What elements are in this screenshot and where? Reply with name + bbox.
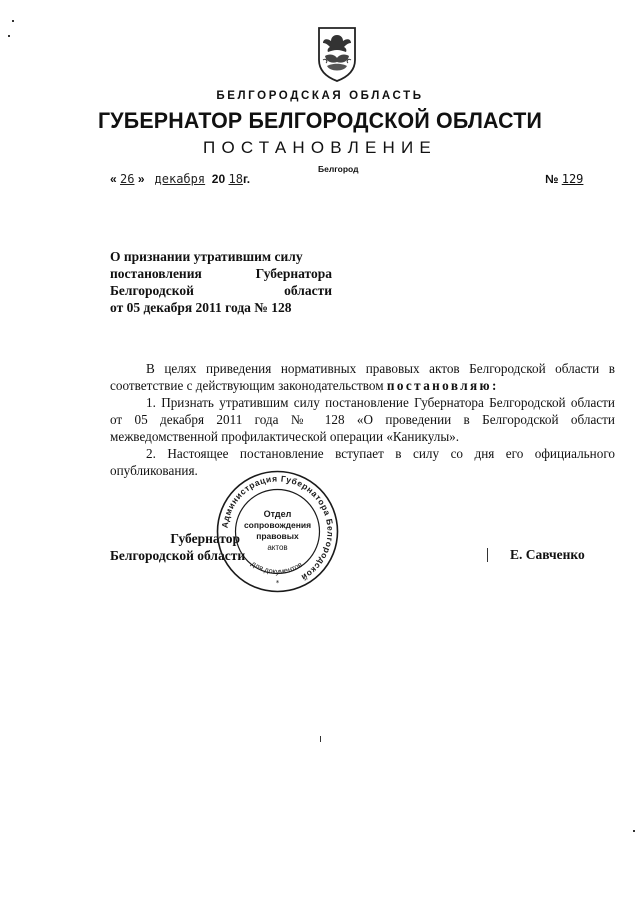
number-label: № [545, 172, 559, 186]
subject-line: Белгородской области [110, 283, 332, 298]
date-line [110, 172, 250, 186]
official-stamp [215, 469, 340, 594]
city-label: Белгород [318, 164, 359, 174]
stamp-star-icon: * [275, 579, 280, 587]
subject-line: постановления Губернатора [110, 266, 332, 281]
number-value: 129 [561, 172, 584, 186]
scan-mark [633, 830, 635, 832]
stamp-center-line: правовых [256, 531, 299, 541]
authority-title: ГУБЕРНАТОР БЕЛГОРОДСКОЙ ОБЛАСТИ [97, 108, 543, 133]
scan-mark [487, 548, 488, 562]
document-body [110, 360, 615, 479]
date-year-prefix: 20 [211, 172, 226, 186]
scan-mark [8, 35, 10, 37]
intro-paragraph [110, 360, 615, 394]
date-day: 26 [120, 172, 135, 186]
region-title: БЕЛГОРОДСКАЯ ОБЛАСТЬ [216, 90, 424, 102]
stamp-ring-text: Администрация Губернатора Белгородской [219, 473, 336, 583]
scan-mark [12, 20, 14, 22]
svg-text:для документов [250, 559, 304, 576]
subject-line: О признании утратившим силу [110, 249, 303, 264]
date-close-quote: » [137, 172, 145, 186]
stamp-center-line: актов [267, 543, 288, 552]
document-subject [110, 248, 332, 316]
coat-of-arms-icon [317, 26, 357, 82]
signature-title-line: Губернатор [170, 531, 240, 546]
date-year-suffix: 18 [228, 172, 243, 186]
item-2: 2. Настоящее постановление вступает в силу со дня его официального опубликования. [110, 446, 615, 478]
document-number [545, 172, 583, 186]
stamp-center-line: Отдел [263, 509, 292, 519]
signature-name: Е. Савченко [510, 547, 585, 562]
stamp-ring-bottom: для документов [249, 558, 304, 576]
document-type: ПОСТАНОВЛЕНИЕ [203, 138, 437, 157]
date-open-quote: « [110, 172, 117, 186]
signature-title-line: Белгородской области [110, 548, 246, 563]
date-year-mark: г. [242, 172, 251, 186]
decree-word: постановляю [386, 378, 493, 393]
subject-line: от 05 декабря 2011 года № 128 [110, 300, 292, 315]
stamp-center-line: сопровождения [243, 520, 312, 530]
item-1: 1. Признать утратившим силу постановление Губернатора Белгородской области от 05 декабря 2011 года № 128 «О проведении в Белгородской области межведомственной профилактической операции «Каникулы». [110, 395, 615, 444]
date-month: декабря [154, 172, 206, 186]
intro-text: В целях приведения нормативных правовых актов Белгородской области в соответствие с действующим законодательством [110, 361, 615, 393]
scan-mark [320, 736, 321, 742]
intro-colon: : [492, 378, 497, 393]
